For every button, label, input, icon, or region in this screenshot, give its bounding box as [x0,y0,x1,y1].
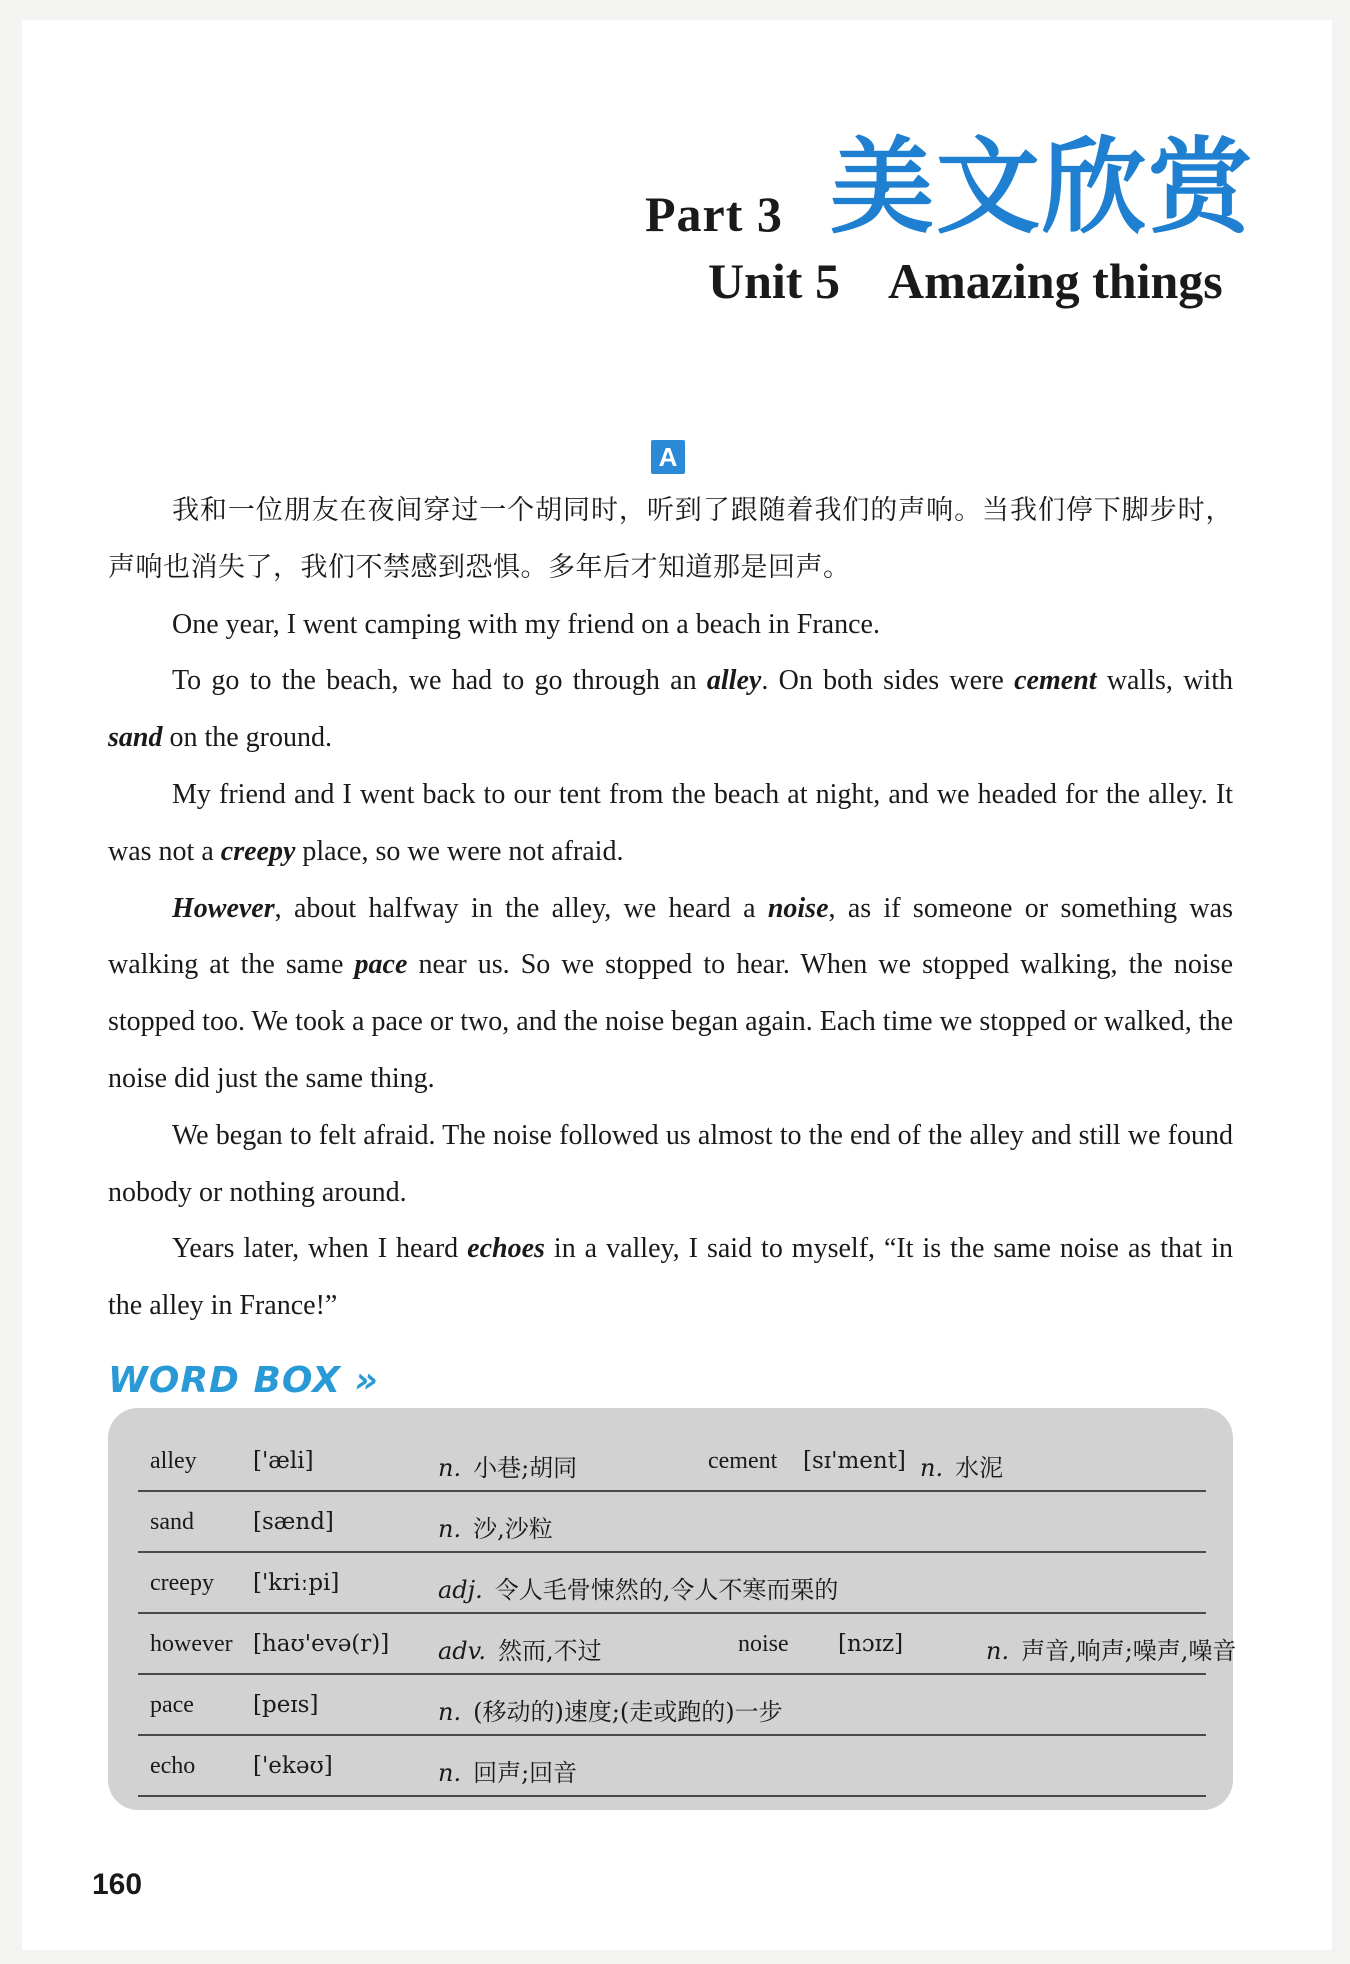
part-of-speech: adj. [438,1576,483,1604]
vocab-word: pace [150,1692,194,1718]
meaning: 回声;回音 [473,1759,578,1787]
vocab-keyword: echoes [467,1233,545,1265]
paragraph-text: My friend and I went back to our tent from the beach at night, and we headed for the alley. It was not a [108,778,1233,867]
vocab-definition [438,1448,577,1483]
part-label: Part 3 [645,186,783,242]
paragraph-text: We began to felt afraid. The noise followed us almost to the end of the alley and still we found nobody or nothing around. [108,1119,1233,1208]
vocab-definition [986,1631,1236,1666]
part-of-speech: n. [438,1515,462,1543]
meaning: 沙,沙粒 [473,1515,553,1543]
paragraph-text: on the ground. [162,722,332,754]
word-box [108,1408,1237,1810]
section-badge: A [651,440,685,474]
meaning: 令人毛骨悚然的,令人不寒而栗的 [494,1576,839,1604]
meaning: 然而,不过 [498,1637,602,1665]
vocab-phonetic: [sænd] [253,1509,334,1535]
vocab-definition [438,1509,553,1544]
vocab-word: noise [738,1631,789,1657]
unit-label: Unit 5 [708,253,840,309]
vocab-definition [438,1692,783,1727]
meaning: (移动的)速度;(走或跑的)一步 [473,1698,783,1726]
vocab-phonetic: [peɪs] [253,1692,319,1718]
article [108,483,1233,1335]
word-box-row [138,1735,1206,1797]
word-box-row [138,1430,1206,1492]
part-of-speech: n. [438,1698,462,1726]
article-paragraph [108,881,1233,1108]
vocab-definition [438,1753,577,1788]
vocab-phonetic: [sɪ'ment] [803,1448,906,1474]
word-box-title: WORD BOX » [108,1360,379,1401]
vocab-phonetic: [nɔɪz] [838,1631,904,1657]
vocab-keyword: noise [767,892,829,924]
part-of-speech: n. [920,1454,944,1482]
meaning: 小巷;胡同 [473,1454,578,1482]
section-title-cn: 美文欣赏 [830,126,1255,248]
vocab-phonetic: ['kriːpi] [253,1570,340,1596]
vocab-word: sand [150,1509,194,1535]
vocab-word: echo [150,1753,196,1779]
vocab-word: alley [150,1448,197,1474]
chinese-intro: 我和一位朋友在夜间穿过一个胡同时，听到了跟随着我们的声响。当我们停下脚步时，声响也消失了，我们不禁感到恐惧。多年后才知道那是回声。 [108,495,1233,583]
meaning: 水泥 [955,1454,1004,1482]
vocab-keyword: creepy [220,835,296,867]
vocab-definition [920,1448,1003,1483]
vocab-definition [438,1631,602,1666]
part-of-speech: n. [986,1637,1010,1665]
vocab-keyword: pace [354,949,408,981]
article-paragraph [108,597,1233,654]
article-paragraphs [108,597,1233,1335]
part-of-speech: n. [438,1759,462,1787]
vocab-definition [438,1570,838,1605]
article-paragraph [108,767,1233,881]
unit-title: Amazing things [887,253,1223,309]
word-box-row [138,1613,1237,1675]
paragraph-text: To go to the beach, we had to go through an [172,665,707,697]
word-box-row [138,1674,1206,1736]
vocab-keyword: sand [108,722,163,754]
vocab-phonetic: ['æli] [253,1448,314,1474]
paragraph-text: near us. So we stopped to hear. When we stopped walking, the noise stopped too. We took a pace or two, and the noise began again. Each time we stopped or walked, the noise did just the same thing. [108,949,1234,1094]
vocab-word: creepy [150,1570,214,1596]
paragraph-text: One year, I went camping with my friend on a beach in France. [172,608,880,640]
part-of-speech: n. [438,1454,462,1482]
page-number: 160 [92,1868,143,1901]
article-paragraph [108,1108,1233,1222]
vocab-keyword: alley [706,665,762,697]
part-of-speech: adv. [438,1637,487,1665]
unit-heading [708,252,1223,310]
paragraph-text: , about halfway in the alley, we heard a [274,892,768,924]
meaning: 声音,响声;噪声,噪音 [1021,1637,1237,1665]
vocab-word: however [150,1631,233,1657]
vocab-phonetic: ['ekəʊ] [253,1753,333,1779]
article-paragraph [108,1221,1233,1335]
word-box-row [138,1552,1206,1614]
vocab-keyword: cement [1014,665,1097,697]
paragraph-text: . On both sides were [761,665,1015,697]
paragraph-text: place, so we were not afraid. [295,835,624,867]
paragraph-text: Years later, when I heard [172,1233,468,1265]
vocab-keyword: However [172,892,275,924]
word-box-row [138,1491,1206,1553]
paragraph-text: in a valley, I said to myself, “It is the same noise as that in the alley in France!” [108,1233,1233,1322]
vocab-phonetic: [haʊ'evə(r)] [253,1631,390,1657]
article-paragraph [108,653,1233,767]
paragraph-text: , as if someone or something was walking at the same [108,892,1233,981]
paragraph-text: walls, with [1096,665,1233,697]
vocab-word: cement [708,1448,778,1474]
